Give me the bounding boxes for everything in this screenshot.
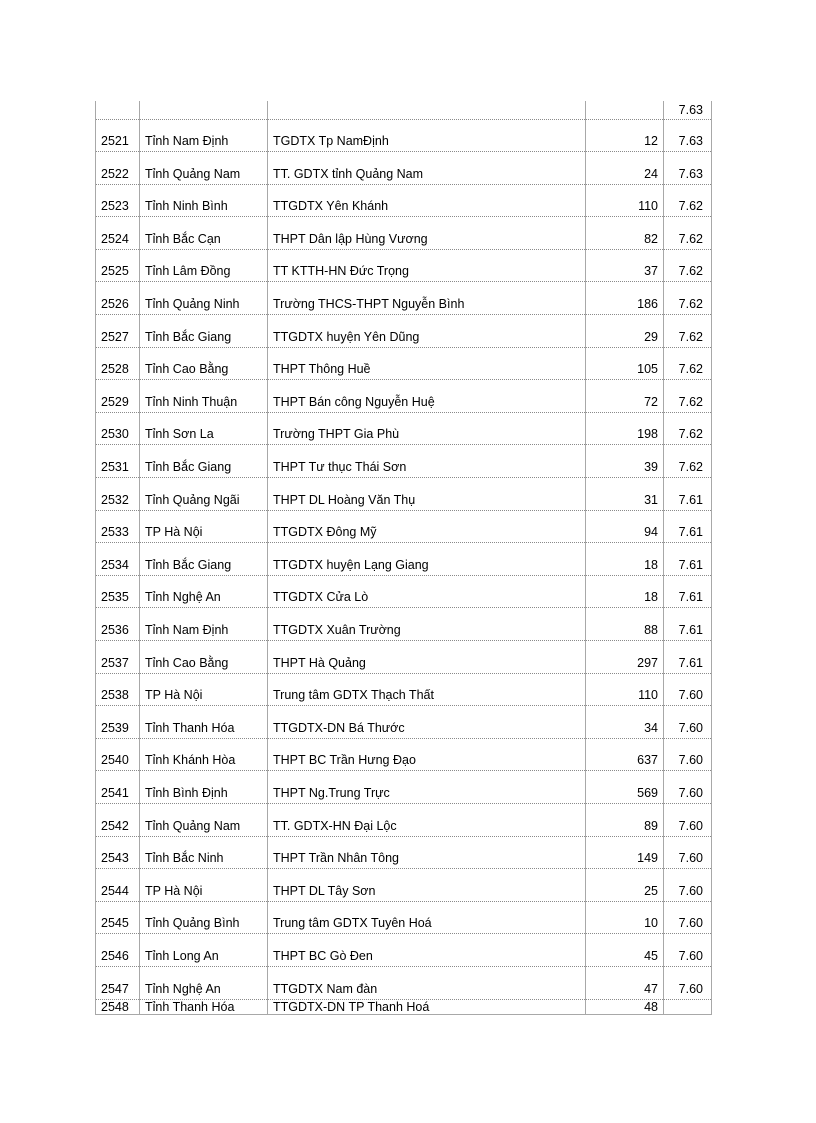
count-cell: 149 xyxy=(586,836,664,869)
score-cell: 7.60 xyxy=(664,706,712,739)
stt-cell: 2529 xyxy=(96,380,140,413)
results-table xyxy=(95,101,712,1015)
stt-cell: 2542 xyxy=(96,803,140,836)
table-row xyxy=(96,445,712,478)
stt-cell: 2537 xyxy=(96,641,140,674)
province-cell: Tỉnh Sơn La xyxy=(140,412,268,445)
score-cell: 7.61 xyxy=(664,608,712,641)
province-cell: TP Hà Nội xyxy=(140,869,268,902)
province-cell: Tỉnh Bắc Giang xyxy=(140,315,268,348)
stt-cell: 2526 xyxy=(96,282,140,315)
count-cell: 198 xyxy=(586,412,664,445)
score-cell: 7.62 xyxy=(664,347,712,380)
table-row xyxy=(96,412,712,445)
score-cell: 7.63 xyxy=(664,119,712,152)
table-row xyxy=(96,315,712,348)
school-cell: TT. GDTX tỉnh Quảng Nam xyxy=(268,152,586,185)
count-cell: 18 xyxy=(586,543,664,576)
stt-cell: 2532 xyxy=(96,478,140,511)
province-cell: Tỉnh Quảng Nam xyxy=(140,803,268,836)
table-row xyxy=(96,282,712,315)
province-cell: Tỉnh Ninh Thuận xyxy=(140,380,268,413)
stt-cell: 2531 xyxy=(96,445,140,478)
count-cell: 94 xyxy=(586,510,664,543)
stt-cell: 2521 xyxy=(96,119,140,152)
score-cell: 7.62 xyxy=(664,184,712,217)
score-cell: 7.62 xyxy=(664,315,712,348)
count-cell xyxy=(586,101,664,119)
school-cell: THPT Hà Quảng xyxy=(268,641,586,674)
score-cell: 7.63 xyxy=(664,152,712,185)
stt-cell: 2543 xyxy=(96,836,140,869)
province-cell: Tỉnh Bắc Ninh xyxy=(140,836,268,869)
school-cell: THPT BC Gò Đen xyxy=(268,934,586,967)
count-cell: 29 xyxy=(586,315,664,348)
stt-cell: 2546 xyxy=(96,934,140,967)
table-row xyxy=(96,101,712,119)
stt-cell: 2548 xyxy=(96,999,140,1014)
table-row xyxy=(96,999,712,1014)
school-cell: TTGDTX-DN TP Thanh Hoá xyxy=(268,999,586,1014)
score-cell: 7.60 xyxy=(664,836,712,869)
count-cell: 45 xyxy=(586,934,664,967)
stt-cell: 2528 xyxy=(96,347,140,380)
province-cell xyxy=(140,101,268,119)
province-cell: Tỉnh Nghệ An xyxy=(140,966,268,999)
count-cell: 31 xyxy=(586,478,664,511)
school-cell: TTGDTX Yên Khánh xyxy=(268,184,586,217)
count-cell: 110 xyxy=(586,673,664,706)
count-cell: 89 xyxy=(586,803,664,836)
school-cell: Trường THPT Gia Phù xyxy=(268,412,586,445)
province-cell: Tỉnh Quảng Bình xyxy=(140,901,268,934)
count-cell: 82 xyxy=(586,217,664,250)
score-cell: 7.62 xyxy=(664,217,712,250)
school-cell: TGDTX Tp NamĐịnh xyxy=(268,119,586,152)
province-cell: Tỉnh Cao Bằng xyxy=(140,347,268,380)
province-cell: TP Hà Nội xyxy=(140,673,268,706)
score-cell: 7.60 xyxy=(664,673,712,706)
school-cell: THPT DL Tây Sơn xyxy=(268,869,586,902)
count-cell: 569 xyxy=(586,771,664,804)
school-cell: Trung tâm GDTX Tuyên Hoá xyxy=(268,901,586,934)
count-cell: 25 xyxy=(586,869,664,902)
table-row xyxy=(96,901,712,934)
province-cell: Tỉnh Nam Định xyxy=(140,608,268,641)
province-cell: Tỉnh Long An xyxy=(140,934,268,967)
school-cell: TTGDTX Cửa Lò xyxy=(268,575,586,608)
count-cell: 10 xyxy=(586,901,664,934)
table-row xyxy=(96,706,712,739)
table-row xyxy=(96,184,712,217)
table-row xyxy=(96,966,712,999)
stt-cell: 2544 xyxy=(96,869,140,902)
score-cell: 7.60 xyxy=(664,738,712,771)
province-cell: Tỉnh Quảng Nam xyxy=(140,152,268,185)
province-cell: Tỉnh Khánh Hòa xyxy=(140,738,268,771)
count-cell: 637 xyxy=(586,738,664,771)
school-cell: TTGDTX huyện Yên Dũng xyxy=(268,315,586,348)
score-cell: 7.61 xyxy=(664,510,712,543)
province-cell: Tỉnh Bình Định xyxy=(140,771,268,804)
school-cell: THPT Thông Huề xyxy=(268,347,586,380)
school-cell: THPT Tư thục Thái Sơn xyxy=(268,445,586,478)
school-cell: TT. GDTX-HN Đại Lộc xyxy=(268,803,586,836)
stt-cell: 2547 xyxy=(96,966,140,999)
province-cell: Tỉnh Lâm Đồng xyxy=(140,249,268,282)
school-cell: TT KTTH-HN Đức Trọng xyxy=(268,249,586,282)
table-row xyxy=(96,771,712,804)
score-cell xyxy=(664,999,712,1014)
province-cell: Tỉnh Thanh Hóa xyxy=(140,999,268,1014)
province-cell: Tỉnh Bắc Cạn xyxy=(140,217,268,250)
school-cell: THPT DL Hoàng Văn Thụ xyxy=(268,478,586,511)
table-row xyxy=(96,608,712,641)
school-cell: TTGDTX Đông Mỹ xyxy=(268,510,586,543)
table-row xyxy=(96,836,712,869)
table-row xyxy=(96,575,712,608)
province-cell: Tỉnh Bắc Giang xyxy=(140,543,268,576)
score-cell: 7.60 xyxy=(664,901,712,934)
table-row xyxy=(96,510,712,543)
score-cell: 7.63 xyxy=(664,101,712,119)
score-cell: 7.60 xyxy=(664,934,712,967)
stt-cell: 2535 xyxy=(96,575,140,608)
province-cell: Tỉnh Quảng Ninh xyxy=(140,282,268,315)
table-row xyxy=(96,934,712,967)
count-cell: 110 xyxy=(586,184,664,217)
table-row xyxy=(96,249,712,282)
table-row xyxy=(96,803,712,836)
school-cell: TTGDTX Xuân Trường xyxy=(268,608,586,641)
stt-cell: 2522 xyxy=(96,152,140,185)
count-cell: 88 xyxy=(586,608,664,641)
province-cell: Tỉnh Cao Bằng xyxy=(140,641,268,674)
province-cell: Tỉnh Nghệ An xyxy=(140,575,268,608)
stt-cell: 2541 xyxy=(96,771,140,804)
score-cell: 7.61 xyxy=(664,543,712,576)
stt-cell: 2540 xyxy=(96,738,140,771)
school-cell: Trung tâm GDTX Thạch Thất xyxy=(268,673,586,706)
stt-cell: 2523 xyxy=(96,184,140,217)
table-row xyxy=(96,152,712,185)
score-cell: 7.62 xyxy=(664,445,712,478)
stt-cell: 2527 xyxy=(96,315,140,348)
score-cell: 7.60 xyxy=(664,869,712,902)
school-cell: THPT Ng.Trung Trực xyxy=(268,771,586,804)
school-cell: THPT Dân lập Hùng Vương xyxy=(268,217,586,250)
table-row xyxy=(96,347,712,380)
count-cell: 37 xyxy=(586,249,664,282)
school-cell: TTGDTX Nam đàn xyxy=(268,966,586,999)
score-cell: 7.60 xyxy=(664,771,712,804)
score-cell: 7.60 xyxy=(664,803,712,836)
school-cell: Trường THCS-THPT Nguyễn Bình xyxy=(268,282,586,315)
score-cell: 7.62 xyxy=(664,380,712,413)
score-cell: 7.61 xyxy=(664,478,712,511)
school-cell: TTGDTX-DN Bá Thước xyxy=(268,706,586,739)
school-cell: THPT BC Trần Hưng Đạo xyxy=(268,738,586,771)
score-cell: 7.62 xyxy=(664,282,712,315)
province-cell: TP Hà Nội xyxy=(140,510,268,543)
stt-cell: 2530 xyxy=(96,412,140,445)
table-row xyxy=(96,478,712,511)
count-cell: 47 xyxy=(586,966,664,999)
stt-cell: 2524 xyxy=(96,217,140,250)
province-cell: Tỉnh Ninh Bình xyxy=(140,184,268,217)
table-row xyxy=(96,641,712,674)
table-row xyxy=(96,543,712,576)
count-cell: 186 xyxy=(586,282,664,315)
score-cell: 7.62 xyxy=(664,249,712,282)
stt-cell: 2533 xyxy=(96,510,140,543)
count-cell: 72 xyxy=(586,380,664,413)
stt-cell: 2534 xyxy=(96,543,140,576)
province-cell: Tỉnh Nam Định xyxy=(140,119,268,152)
table-row xyxy=(96,738,712,771)
count-cell: 48 xyxy=(586,999,664,1014)
count-cell: 12 xyxy=(586,119,664,152)
score-cell: 7.60 xyxy=(664,966,712,999)
stt-cell: 2536 xyxy=(96,608,140,641)
table-row xyxy=(96,380,712,413)
table-row xyxy=(96,119,712,152)
province-cell: Tỉnh Quảng Ngãi xyxy=(140,478,268,511)
score-cell: 7.61 xyxy=(664,641,712,674)
score-cell: 7.61 xyxy=(664,575,712,608)
stt-cell: 2525 xyxy=(96,249,140,282)
stt-cell xyxy=(96,101,140,119)
count-cell: 34 xyxy=(586,706,664,739)
count-cell: 297 xyxy=(586,641,664,674)
table-row xyxy=(96,217,712,250)
stt-cell: 2539 xyxy=(96,706,140,739)
stt-cell: 2538 xyxy=(96,673,140,706)
count-cell: 39 xyxy=(586,445,664,478)
count-cell: 105 xyxy=(586,347,664,380)
count-cell: 24 xyxy=(586,152,664,185)
province-cell: Tỉnh Bắc Giang xyxy=(140,445,268,478)
province-cell: Tỉnh Thanh Hóa xyxy=(140,706,268,739)
school-cell: THPT Trần Nhân Tông xyxy=(268,836,586,869)
school-cell: THPT Bán công Nguyễn Huệ xyxy=(268,380,586,413)
school-cell xyxy=(268,101,586,119)
score-cell: 7.62 xyxy=(664,412,712,445)
count-cell: 18 xyxy=(586,575,664,608)
stt-cell: 2545 xyxy=(96,901,140,934)
table-row xyxy=(96,673,712,706)
school-cell: TTGDTX huyện Lạng Giang xyxy=(268,543,586,576)
table-row xyxy=(96,869,712,902)
